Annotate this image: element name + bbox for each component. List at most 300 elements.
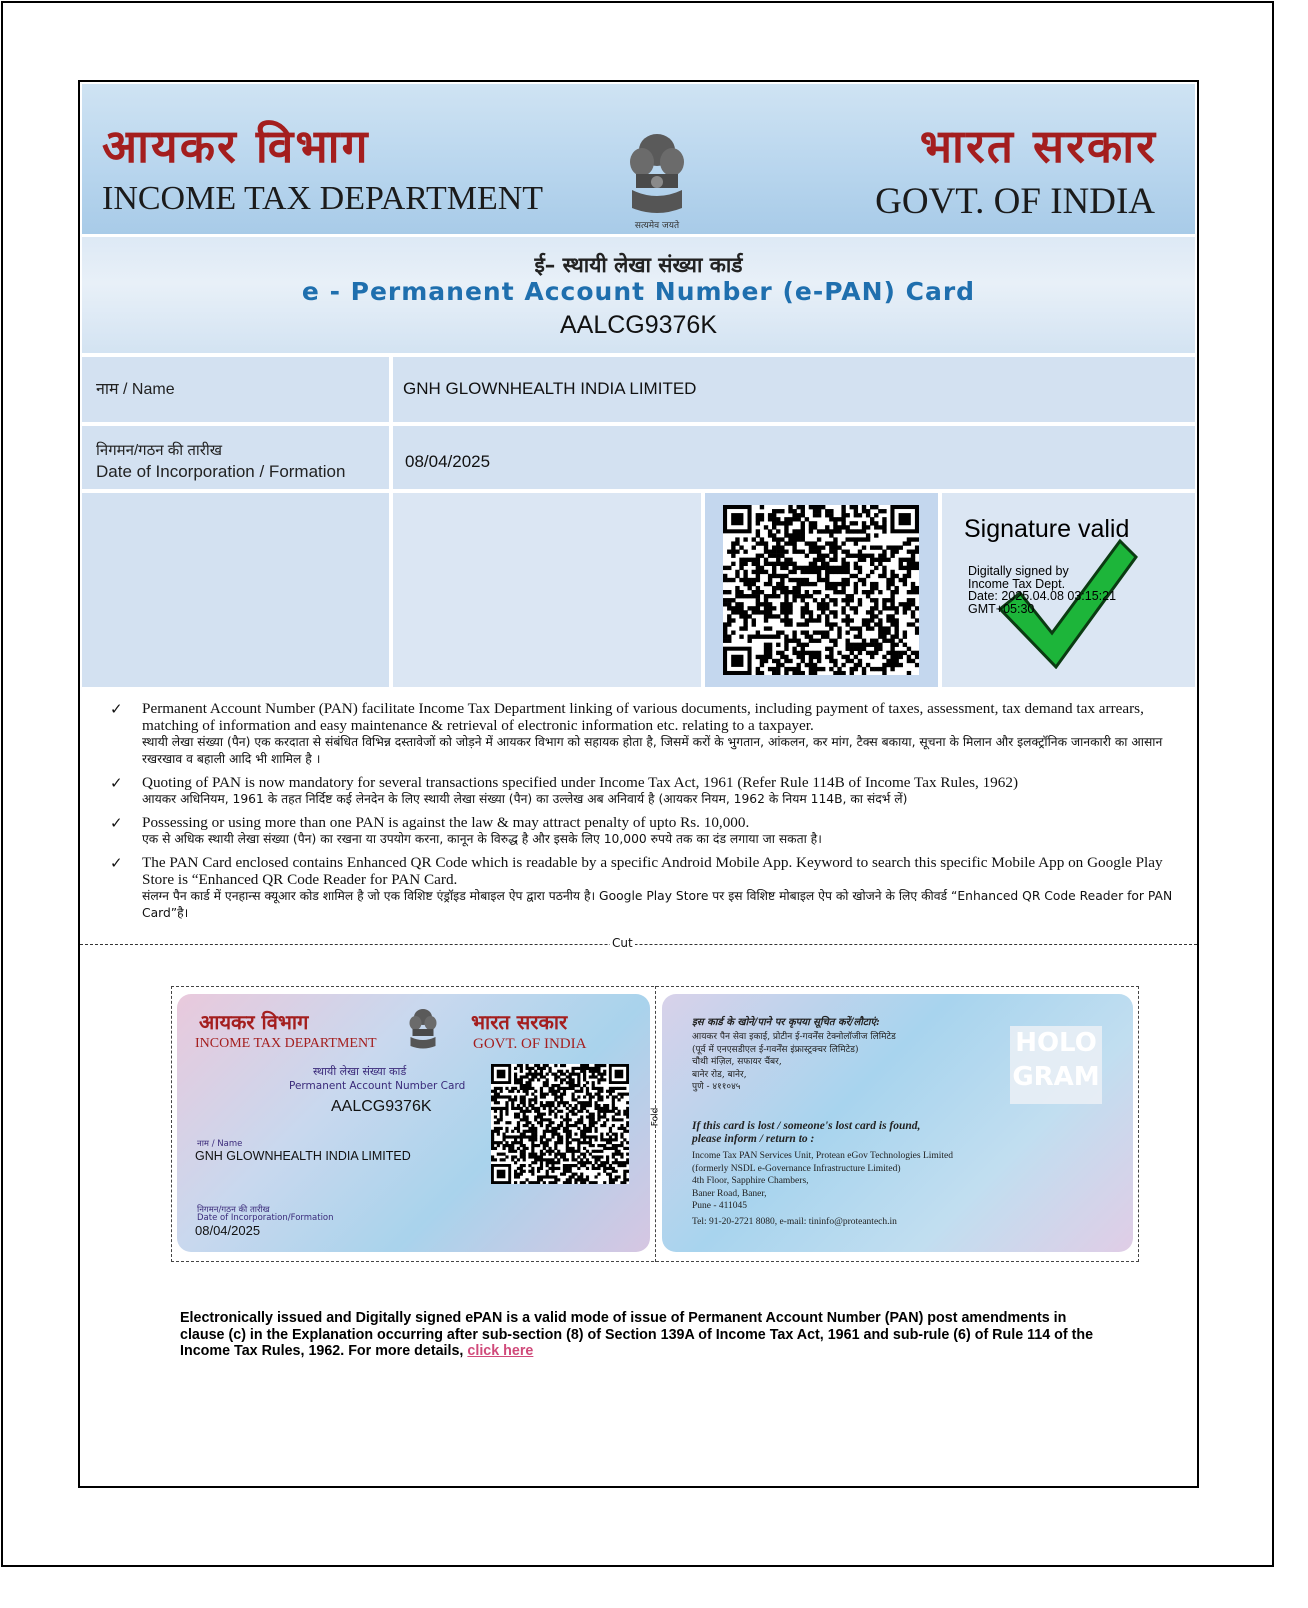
qr-module: [903, 578, 907, 582]
qr-module: [600, 1115, 603, 1118]
qr-module: [756, 671, 760, 675]
qr-module: [534, 1130, 537, 1133]
qr-module: [846, 554, 850, 558]
qr-module: [809, 562, 813, 566]
qr-module: [890, 574, 894, 578]
qr-module: [890, 643, 894, 647]
qr-module: [612, 1161, 615, 1164]
qr-module: [589, 1067, 592, 1070]
qr-module: [752, 537, 756, 541]
qr-module: [874, 566, 878, 570]
qr-module: [603, 1138, 606, 1141]
qr-module: [626, 1158, 629, 1161]
qr-module: [534, 1133, 537, 1136]
qr-module: [537, 1067, 540, 1070]
qr-module: [752, 582, 756, 586]
qr-module: [821, 602, 825, 606]
qr-module: [727, 635, 731, 639]
qr-module: [907, 562, 911, 566]
qr-module: [797, 566, 801, 570]
qr-module: [508, 1095, 511, 1098]
qr-module: [491, 1138, 494, 1141]
qr-module: [780, 578, 784, 582]
header-band: [82, 84, 1195, 234]
qr-module: [870, 505, 874, 509]
qr-module: [756, 630, 760, 634]
qr-module: [505, 1087, 508, 1090]
qr-module: [557, 1161, 560, 1164]
qr-module: [528, 1135, 531, 1138]
note-hindi: एक से अधिक स्थायी लेखा संख्या (पैन) का रखना या उपयोग करना, कानून के विरुद्ध है और इसके लिए 10,000 रुपये तक का दंड लगाया जा सकता है।: [142, 832, 822, 846]
qr-module: [494, 1110, 497, 1113]
qr-module: [580, 1141, 583, 1144]
qr-module: [508, 1144, 511, 1147]
qr-module: [739, 614, 743, 618]
qr-module: [833, 582, 837, 586]
qr-module: [606, 1138, 609, 1141]
qr-module: [586, 1081, 589, 1084]
qr-module: [858, 550, 862, 554]
dept-hindi: आयकर विभाग: [102, 119, 370, 173]
qr-module: [580, 1173, 583, 1176]
qr-module: [534, 1181, 537, 1184]
qr-module: [595, 1101, 598, 1104]
qr-module: [850, 574, 854, 578]
qr-module: [583, 1127, 586, 1130]
qr-module: [560, 1138, 563, 1141]
qr-module: [526, 1084, 529, 1087]
qr-module: [776, 541, 780, 545]
qr-module: [540, 1167, 543, 1170]
qr-module: [907, 598, 911, 602]
qr-module: [858, 651, 862, 655]
qr-module: [772, 614, 776, 618]
qr-module: [500, 1115, 503, 1118]
qr-module: [776, 671, 780, 675]
qr-module: [549, 1150, 552, 1153]
qr-module: [514, 1161, 517, 1164]
qr-module: [825, 614, 829, 618]
qr-finder-pattern: [731, 655, 743, 667]
qr-module: [514, 1095, 517, 1098]
qr-module: [609, 1110, 612, 1113]
qr-module: [514, 1081, 517, 1084]
qr-module: [841, 606, 845, 610]
qr-module: [809, 582, 813, 586]
qr-module: [520, 1110, 523, 1113]
qr-module: [618, 1110, 621, 1113]
qr-module: [523, 1150, 526, 1153]
qr-module: [764, 602, 768, 606]
qr-module: [540, 1087, 543, 1090]
qr-module: [597, 1067, 600, 1070]
qr-module: [577, 1167, 580, 1170]
qr-module: [813, 505, 817, 509]
qr-module: [574, 1124, 577, 1127]
qr-module: [866, 537, 870, 541]
mini-card-hindi: स्थायी लेखा संख्या कार्ड: [313, 1065, 407, 1078]
signature-line: Digitally signed by: [968, 564, 1069, 578]
qr-module: [752, 635, 756, 639]
qr-module: [825, 554, 829, 558]
qr-module: [494, 1107, 497, 1110]
qr-module: [899, 663, 903, 667]
photo-cell: [82, 493, 389, 687]
qr-module: [572, 1078, 575, 1081]
qr-module: [560, 1124, 563, 1127]
qr-module: [776, 594, 780, 598]
qr-module: [569, 1104, 572, 1107]
qr-module: [557, 1087, 560, 1090]
qr-module: [817, 578, 821, 582]
qr-module: [776, 550, 780, 554]
qr-module: [583, 1101, 586, 1104]
qr-module: [837, 570, 841, 574]
qr-module: [491, 1147, 494, 1150]
qr-module: [886, 545, 890, 549]
qr-module: [792, 594, 796, 598]
qr-module: [491, 1130, 494, 1133]
qr-module: [520, 1098, 523, 1101]
pan-number: AALCG9376K: [559, 311, 718, 339]
qr-module: [583, 1164, 586, 1167]
qr-module: [772, 635, 776, 639]
qr-module: [813, 655, 817, 659]
qr-module: [531, 1155, 534, 1158]
qr-module: [554, 1178, 557, 1181]
qr-module: [817, 513, 821, 517]
qr-module: [500, 1158, 503, 1161]
qr-module: [531, 1073, 534, 1076]
qr-module: [809, 529, 813, 533]
qr-module: [911, 651, 915, 655]
qr-module: [603, 1124, 606, 1127]
qr-module: [554, 1090, 557, 1093]
qr-module: [534, 1110, 537, 1113]
qr-module: [572, 1107, 575, 1110]
qr-module: [841, 517, 845, 521]
qr-module: [503, 1138, 506, 1141]
qr-module: [514, 1098, 517, 1101]
footer-text: Electronically issued and Digitally signed ePAN is a valid mode of issue of Permanent Account Number (PAN) post amendments in clause (c) in the Explanation occurring after sub-section (8) of Section 139A of Income Tax Act, 1961 and sub-rule (6) of Rule 114 of the Income Tax Rules, 1962. For more details,: [180, 1310, 1094, 1359]
qr-module: [569, 1170, 572, 1173]
qr-module: [534, 1158, 537, 1161]
qr-module: [760, 517, 764, 521]
qr-module: [606, 1133, 609, 1136]
qr-module: [494, 1121, 497, 1124]
qr-module: [554, 1144, 557, 1147]
signature-line: GMT+05:30: [968, 601, 1035, 616]
qr-module: [813, 513, 817, 517]
qr-module: [623, 1178, 626, 1181]
check-icon: ✓: [110, 700, 123, 718]
click-here-link[interactable]: click here: [467, 1343, 534, 1359]
qr-module: [497, 1118, 500, 1121]
qr-module: [801, 525, 805, 529]
qr-module: [886, 586, 890, 590]
qr-module: [821, 558, 825, 562]
qr-module: [890, 614, 894, 618]
qr-module: [523, 1087, 526, 1090]
qr-module: [899, 578, 903, 582]
qr-module: [557, 1104, 560, 1107]
mini-pan-number: AALCG9376K: [331, 1098, 432, 1115]
qr-module: [756, 602, 760, 606]
qr-module: [809, 570, 813, 574]
qr-module: [760, 505, 764, 509]
qr-module: [543, 1081, 546, 1084]
qr-module: [606, 1090, 609, 1093]
qr-module: [858, 643, 862, 647]
qr-module: [809, 614, 813, 618]
qr-module: [597, 1118, 600, 1121]
qr-module: [589, 1127, 592, 1130]
qr-module: [882, 606, 886, 610]
qr-module: [748, 558, 752, 562]
qr-module: [874, 521, 878, 525]
qr-module: [580, 1101, 583, 1104]
qr-module: [603, 1107, 606, 1110]
qr-module: [735, 550, 739, 554]
qr-module: [511, 1144, 514, 1147]
qr-module: [780, 610, 784, 614]
qr-module: [780, 509, 784, 513]
qr-module: [626, 1147, 629, 1150]
qr-module: [829, 541, 833, 545]
qr-module: [784, 598, 788, 602]
qr-module: [829, 570, 833, 574]
qr-module: [603, 1147, 606, 1150]
qr-module: [772, 574, 776, 578]
qr-module: [520, 1118, 523, 1121]
qr-module: [595, 1167, 598, 1170]
qr-module: [825, 525, 829, 529]
qr-module: [609, 1167, 612, 1170]
qr-module: [500, 1141, 503, 1144]
qr-module: [580, 1118, 583, 1121]
qr-module: [626, 1141, 629, 1144]
qr-module: [526, 1067, 529, 1070]
qr-module: [780, 521, 784, 525]
qr-module: [595, 1175, 598, 1178]
qr-module: [491, 1135, 494, 1138]
qr-module: [612, 1153, 615, 1156]
qr-module: [764, 594, 768, 598]
qr-module: [805, 651, 809, 655]
qr-module: [609, 1147, 612, 1150]
qr-module: [858, 647, 862, 651]
qr-module: [549, 1158, 552, 1161]
qr-module: [592, 1095, 595, 1098]
qr-module: [520, 1064, 523, 1067]
qr-module: [850, 529, 854, 533]
qr-module: [497, 1153, 500, 1156]
qr-module: [788, 667, 792, 671]
qr-module: [792, 590, 796, 594]
qr-module: [540, 1101, 543, 1104]
qr-module: [534, 1155, 537, 1158]
qr-module: [583, 1178, 586, 1181]
qr-module: [600, 1087, 603, 1090]
qr-module: [569, 1167, 572, 1170]
qr-module: [805, 643, 809, 647]
qr-module: [528, 1110, 531, 1113]
qr-module: [776, 558, 780, 562]
qr-module: [846, 525, 850, 529]
qr-module: [583, 1181, 586, 1184]
qr-module: [612, 1104, 615, 1107]
qr-module: [809, 655, 813, 659]
qr-module: [595, 1064, 598, 1067]
qr-module: [809, 671, 813, 675]
qr-module: [569, 1078, 572, 1081]
qr-module: [540, 1141, 543, 1144]
qr-module: [784, 655, 788, 659]
qr-module: [833, 550, 837, 554]
qr-module: [809, 659, 813, 663]
qr-module: [846, 594, 850, 598]
qr-module: [560, 1081, 563, 1084]
qr-module: [517, 1130, 520, 1133]
qr-module: [574, 1073, 577, 1076]
qr-module: [854, 566, 858, 570]
qr-module: [825, 574, 829, 578]
qr-module: [620, 1161, 623, 1164]
qr-module: [768, 651, 772, 655]
qr-module: [801, 647, 805, 651]
qr-module: [723, 622, 727, 626]
qr-module: [797, 667, 801, 671]
qr-module: [623, 1130, 626, 1133]
qr-module: [563, 1158, 566, 1161]
qr-module: [546, 1093, 549, 1096]
qr-module: [528, 1181, 531, 1184]
qr-module: [841, 505, 845, 509]
qr-module: [557, 1124, 560, 1127]
qr-module: [890, 594, 894, 598]
qr-module: [833, 554, 837, 558]
qr-module: [882, 626, 886, 630]
qr-module: [801, 513, 805, 517]
qr-finder-pattern: [497, 1070, 506, 1079]
qr-module: [805, 618, 809, 622]
qr-module: [537, 1078, 540, 1081]
qr-module: [792, 541, 796, 545]
qr-module: [626, 1113, 629, 1116]
qr-module: [615, 1150, 618, 1153]
qr-module: [569, 1181, 572, 1184]
qr-module: [817, 574, 821, 578]
qr-module: [523, 1135, 526, 1138]
qr-module: [626, 1115, 629, 1118]
qr-module: [723, 630, 727, 634]
qr-module: [813, 651, 817, 655]
qr-module: [497, 1095, 500, 1098]
qr-module: [735, 586, 739, 590]
qr-module: [846, 643, 850, 647]
qr-module: [870, 570, 874, 574]
qr-module: [500, 1095, 503, 1098]
qr-module: [540, 1164, 543, 1167]
qr-module: [603, 1064, 606, 1067]
qr-module: [731, 562, 735, 566]
qr-module: [784, 659, 788, 663]
qr-module: [626, 1170, 629, 1173]
qr-module: [837, 635, 841, 639]
qr-module: [870, 586, 874, 590]
qr-module: [580, 1153, 583, 1156]
qr-module: [756, 529, 760, 533]
qr-module: [543, 1181, 546, 1184]
qr-module: [597, 1144, 600, 1147]
back-address-line: बानेर रोड, बानेर,: [692, 1069, 747, 1080]
qr-module: [813, 639, 817, 643]
qr-module: [846, 659, 850, 663]
qr-module: [491, 1155, 494, 1158]
qr-module: [580, 1130, 583, 1133]
back-address-line: चौथी मंज़िल, सफायर चैंबर,: [692, 1057, 782, 1067]
qr-module: [554, 1141, 557, 1144]
qr-module: [788, 570, 792, 574]
mini-govt-english: GOVT. OF INDIA: [473, 1036, 587, 1052]
qr-module: [563, 1093, 566, 1096]
qr-module: [572, 1095, 575, 1098]
qr-module: [743, 550, 747, 554]
qr-module: [528, 1078, 531, 1081]
hologram-line: HOLO: [1015, 1028, 1097, 1058]
qr-module: [723, 639, 727, 643]
qr-module: [549, 1118, 552, 1121]
qr-module: [554, 1095, 557, 1098]
qr-module: [597, 1098, 600, 1101]
qr-module: [858, 635, 862, 639]
qr-module: [788, 505, 792, 509]
qr-module: [520, 1078, 523, 1081]
qr-module: [882, 570, 886, 574]
qr-module: [600, 1090, 603, 1093]
qr-module: [566, 1127, 569, 1130]
qr-module: [520, 1135, 523, 1138]
qr-module: [911, 537, 915, 541]
qr-module: [854, 582, 858, 586]
qr-module: [595, 1121, 598, 1124]
qr-module: [577, 1150, 580, 1153]
qr-module: [618, 1144, 621, 1147]
qr-module: [528, 1073, 531, 1076]
qr-module: [534, 1153, 537, 1156]
qr-module: [817, 655, 821, 659]
qr-module: [911, 558, 915, 562]
qr-module: [727, 606, 731, 610]
qr-module: [520, 1067, 523, 1070]
qr-module: [580, 1133, 583, 1136]
qr-module: [623, 1127, 626, 1130]
qr-module: [768, 667, 772, 671]
qr-module: [577, 1081, 580, 1084]
qr-module: [563, 1101, 566, 1104]
qr-module: [523, 1130, 526, 1133]
qr-module: [620, 1118, 623, 1121]
qr-module: [592, 1070, 595, 1073]
back-address-line: (पूर्व में एनएसडीएल ई-गवर्नेंस इंफ्रास्ट्रक्चर लिमिटेड): [692, 1044, 859, 1055]
qr-module: [554, 1093, 557, 1096]
qr-module: [833, 586, 837, 590]
qr-module: [511, 1130, 514, 1133]
qr-module: [805, 594, 809, 598]
qr-module: [833, 566, 837, 570]
qr-module: [520, 1141, 523, 1144]
qr-module: [756, 513, 760, 517]
